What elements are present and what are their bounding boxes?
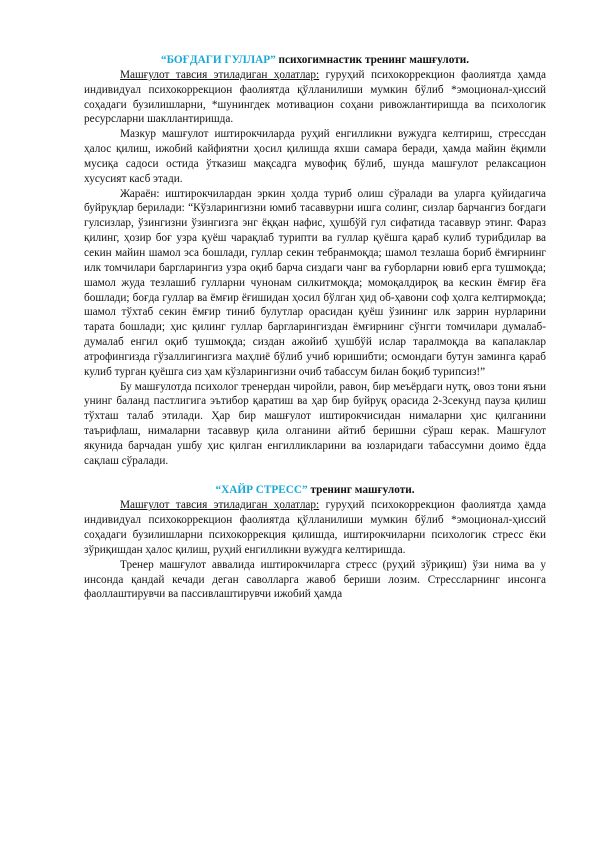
indications-text: гуруҳий психокоррекцион фаолиятда ҳамда индивидуал психокоррекцион фаолиятда қўлланилиши мумкин бўлиб *эмоционал-ҳиссий соҳадаги бузилишларни психокоррекция қилишда, иштирокчиларни психологик стресс ёки зўриқишдан ҳалос қилиш, руҳий енгилликни вужудга келтиришда.: [84, 499, 546, 556]
paragraph-trainer-intro: Тренер машғулот аввалида иштирокчиларга стресс (руҳий зўриқиш) ўзи нима ва у инсонда қандай кечади деган саволларга жавоб бериши лозим. Стрессларнинг инсонга фаоллаштирувчи ва пассивлаштирувчи ижобий ҳамда: [84, 558, 546, 601]
paragraph-trainer-notes: Бу машғулотда психолог тренердан чиройли, равон, бир меъёрдаги нутқ, овоз тони яъни унинг баланд пастлигига эътибор қаратиш ва ҳар бир буйруқ орасида 2-3секунд пауза қилиш тўхташ талаб этилади. Ҳар бир машғулот иштирокчисидан нималарни ҳис қилганини таърифлаш, нималарни тасаввур қила олганини айтиб беришни сўраш керак. Машғулот якунида барчадан ушбу ҳис қилган енгилликларини ва юзларидаги табассумни доимо ёдда сақлаш сўралади.: [84, 380, 546, 467]
title-accent: “БОҒДАГИ ГУЛЛАР”: [160, 54, 276, 66]
indications-text: гуруҳий психокоррекцион фаолиятда ҳамда индивидуал психокоррекцион фаолиятда қўлланилиши мумкин бўлиб *эмоционал-ҳиссий соҳадаги бузилишларни, *шунингдек мотивацион соҳани ривожлантиришда ва психологик ресурсларни шакллантиришда.: [84, 68, 546, 126]
paragraph-indications: [84, 498, 546, 557]
section-spacer: [84, 469, 546, 484]
title-rest: психогимнастик тренинг машғулоти.: [275, 54, 470, 66]
section-title-stress: [84, 483, 546, 498]
title-rest: тренинг машғулоти.: [307, 484, 415, 497]
paragraph-process: Жараён: иштирокчилардан эркин ҳолда туриб олиш сўралади ва уларга қуйидагича буйруқлар берилади: “Кўзларингизни юмиб тасаввурни ишга солинг, сизлар барчангиз боғдаги гулсизлар, ўзингизни ўзингизга энг ёққан нафис, ҳушбўй гул сифатида тасаввур этинг. Фараз қилинг, ҳозир боғ узра қуёш чарақлаб турипти ва гуллар қуёшга қараб кулиб турибдилар ва секин майин шамол эса бошлади, гуллар секин тебранмоқда; шамол тезлаша бориб ёмғирнинг илк томчилари баргларингиз узра оқиб барча сиздаги чанг ва ғуборларни ювиб ерга тушмоқда; шамол жуда тезлашиб гулларни чунонам силкитмоқда; момоқалдироқ ва кескин ёмғир ёға бошлади; боғда гуллар ва ёмғир ёғишидан ҳосил бўлган ҳид об-ҳавони соф ҳолга келтирмоқда; шамол тўхтаб секин ёмғир тиниб булутлар орасидан қуёш ўзининг илк заррин нурларини тарата бошлади; ҳис қилинг гуллар баргларингиздан ёмғирнинг сўнгги томчилари думалаб- думалаб енгил оқиб тушмоқда; сиздан ажойиб ҳушбўй ислар таралмоқда ва капалаклар атрофингизда гўзаллигингизга маҳлиё бўлиб учиб юришибти; осмондаги бутун заминга қараб кулиб турган қуёшга сиз ҳам кўзларингизни очиб табассум билан боқиб турипсиз!”: [84, 187, 546, 378]
indications-lead: Машғулот тавсия этиладиган ҳолатлар:: [120, 68, 320, 81]
section-title-flowers: [84, 53, 546, 68]
paragraph-indications: [84, 68, 546, 127]
title-accent: “ХАЙР СТРЕСС”: [215, 484, 308, 497]
paragraph-purpose: Мазкур машғулот иштирокчиларда руҳий енгилликни вужудга келтириш, стрессдан ҳалос қилиш, ижобий кайфиятни ҳосил қилишда яхши самара беради, ҳамда майин ёқимли мусиқа садоси остида ўтказиш мақсадга мувофиқ бўлиб, шунда машғулот релаксацион хусусият касб этади.: [84, 128, 546, 185]
document-page: [84, 53, 546, 602]
indications-lead: Машғулот тавсия этиладиган ҳолатлар:: [120, 499, 320, 512]
